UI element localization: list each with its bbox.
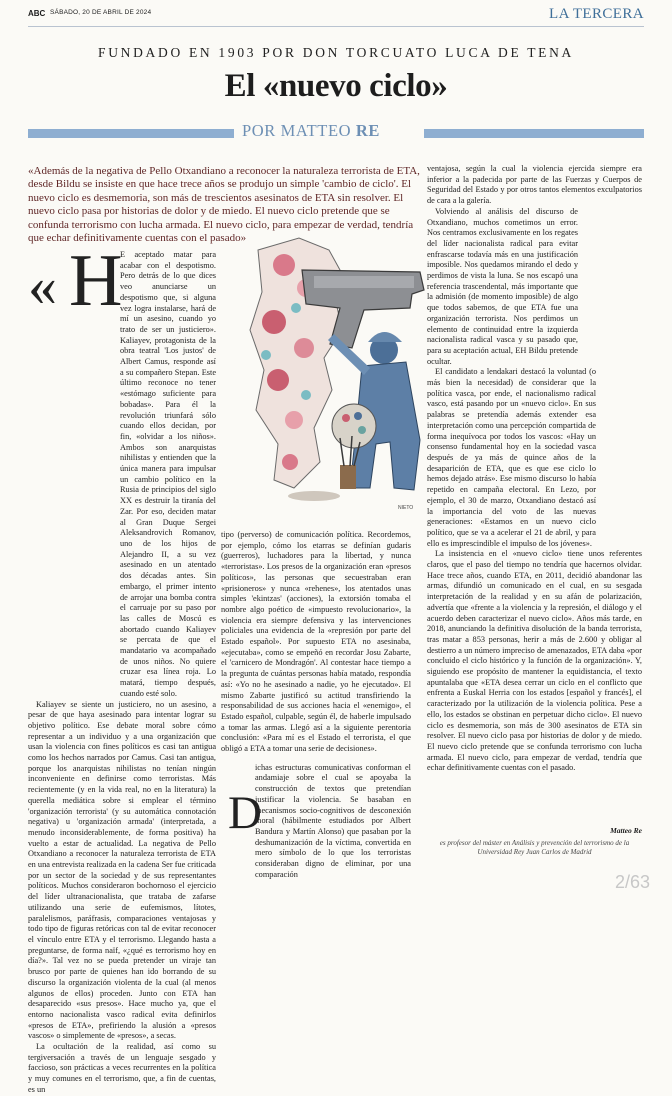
- palette: [332, 404, 376, 448]
- brush-jar: [340, 465, 356, 489]
- drop-quote-mark: «: [28, 253, 57, 318]
- paragraph: La insistencia en el «nuevo ciclo» tiene unos referentes claros, que el paso del tiempo no tendría que hacernos olvidar. Hace trece años, cuando ETA, en 2011, decidió abandonar las armas, difundió un comunicado en el cual, en su sesgada interpretación de la realidad y en su afán de polarización, advertía que «frente a la violencia y la represión, el diálogo y el acuerdo deben caracterizar el nuevo ciclo». Años más tarde, en 2018, anunciando la definitiva disolución de la banda terrorista, tras matar a 853 personas, herir a más de 2.600 y obligar al destierro a un número impreciso de amenazados, ETA daba «por concluido el ciclo histórico y la función de la organización». Y, siguiendo ese propósito de mantener la equidistancia, el texto apuntalaba que «ETA desea cerrar un ciclo en el conflicto que enfrenta a Euskal Herria con los estados [español y francés], el caracterizado por la utilización de la violencia política. Pese a ello, los estados se obstinan en perpetuar dicho ciclo». El nuevo ciclo es desmemoria, son más de 300 asesinatos de ETA sin resolver. El nuevo ciclo pasa por historias de dolor y de miedo. El nuevo ciclo pretende que se confunda terrorismo con lucha armada. El nuevo ciclo, para empezar de verdad, tendría que echar definitivamente cuentas con el pasado.: [427, 549, 642, 773]
- paragraph: Volviendo al análisis del discurso de Otxandiano, muchos cometimos un error. Nos centramos exclusivamente en los regates del líder nacionalista radical para evitar enfrascarse todavía más en una justificación imposible. Nos quedamos mirando el dedo y perdimos de vista la luna. Se nos escapó una referencia trascendental, más importante que la admisión (de momento imposible) de algo que todos sabemos, de que ETA fue una organización terrorista. Nos perdimos un elemento de continuidad entre la izquierda nacionalista radical vasca y su pasado que, para su aceptación actual, EH Bildu pretende ocultar.: [427, 206, 578, 366]
- paragraph: La ocultación de la realidad, así como su tergiversación a través de un lenguaje sesgado y faccioso, son prácticas a veces recurrentes en la política y muy comunes en el terrorismo, que, a fin de cuentas, es un: [28, 1042, 216, 1094]
- author-name: Matteo Re: [610, 826, 642, 835]
- paragraph: El candidato a lendakari destacó la voluntad (o más bien la necesidad) de considerar que la política vasca, por ende, el nacionalismo radical vasco, está pasando por un «nuevo ciclo». En sus palabras se pretendía además extender esa interpretación como una percepción compartida de forma inequívoca por todos los vascos: «Hay un consenso fundamental hoy en la sociedad vasca después de ya más de quince años de la desaparición de ETA, que es que ese ciclo lo hemos dejado atrás». Ese mismo discurso lo había repetido en campaña electoral. En Lezo, por ejemplo, el 30 de marzo, Otxandiano destacó así la importancia del voto de las nuevas generaciones: «Estamos en un nuevo ciclo político, que se va a acelerar el 21 de abril, y para ello es imprescindible el impulso de los jóvenes».: [427, 367, 596, 548]
- article-title: El «nuevo ciclo»: [224, 68, 448, 104]
- page-header: [28, 6, 644, 27]
- byline-rule-right: [424, 129, 644, 138]
- column-1: [28, 250, 216, 1096]
- byline-bar: [28, 123, 644, 141]
- page-indicator: 2/63: [614, 872, 650, 892]
- article-lead: «Además de la negativa de Pello Otxandiano a reconocer la naturaleza terrorista de ETA, desde Bildu se insiste en que hace trece años se produjo un simple 'cambio de ciclo'. El nuevo ciclo es desmemoria, son más de trescientos asesinatos de ETA sin resolver. El nuevo ciclo pasa por historias de dolor y de miedo. El nuevo ciclo pretende que se confunda terrorismo con lucha armada. El nuevo ciclo, para empezar de verdad, tendría que echar definitivamente cuentas con el pasado»: [28, 165, 420, 245]
- section-title: LA TERCERA: [549, 6, 644, 22]
- byline: POR MATTEO RE: [242, 121, 381, 140]
- column-3: [427, 164, 642, 774]
- paragraph: tipo (perverso) de comunicación política. Recordemos, por ejemplo, cómo los etarras se definían gudaris (guerreros), luchadores para la libertad, y nunca «terroristas». Los presos de la organización eran «presos políticos», las personas que secuestraban eran «prisioneros» y nunca «rehenes», los atentados unas simples 'ekintzas' (acciones), la extorsión tomaba el nombre algo poético de «impuesto revolucionario», la violencia era siempre defensiva y las intervenciones policiales una evidencia de la «represión por parte del Estado español». Por supuesto ETA no asesinaba, «ejecutaba», como se empeñó en recordar Josu Zabarte, el 'carnicero de Mondragón'. Al contestar hace tiempo a la pregunta de cuántas personas había matado, respondía así: «Yo no he asesinado a nadie, yo he ejecutado». El mismo Zabarte justificó su actitud transfiriendo la responsabilidad de sus acciones hacia el «enemigo», el Estado español, culpable, según él, de haberle impulsado a tomar las armas. Llegó así a la siguiente perentoria conclusión: «Para mí es el Estado el terrorista, el que obligó a ETA a tomar una serie de decisiones».: [221, 530, 411, 754]
- issue-date: SÁBADO, 20 DE ABRIL DE 2024: [50, 9, 152, 16]
- paragraph: ichas estructuras comunicativas conforman el andamiaje sobre el cual se apoyaba la construcción de textos que pretendían justificar la violencia. Se basaban en mecanismos socio-cognitivos de desconexión moral (hábilmente estudiados por Albert Bandura y Martín Alonso) que pasaban por la deshumanización de la víctima, convertida en mero símbolo de lo que los terroristas consideraban digno de eliminar, por una comparación: [255, 762, 411, 879]
- paragraph: ventajosa, según la cual la violencia ejercida siempre era inferior a la padecida por parte de las Fuerzas y Cuerpos de Seguridad del Estado y por otros tantos elementos exculpatorios de cara a la galería.: [427, 164, 642, 206]
- paragraph: E aceptado matar para acabar con el despotismo. Pero detrás de lo que dices veo anunciarse un despotismo que, si alguna vez logra instalarse, hará de mí un asesino, cuando yo trato de ser un justiciero». Kaliayev, protagonista de la obra teatral 'Los justos' de Albert Camus, responde así a su compañero Stepan. Este último reconoce no tener «estómago suficiente para bobadas». Para él la revolución triunfará sólo cuando ellos decidan, por fin, «olvidar a los niños». Ambos son anarquistas nihilistas y entienden que la única manera para impulsar un cambio político en la Rusia de principios del siglo XX es destruir la tiranía del Zar. Por eso, deciden matar al Gran Duque Sergei Aleksandrovich Romanov, uno de los hijos de Alejandro II, a su vez asesinado en un atentado dos décadas antes. Sin embargo, el primer intento de arrojar una bomba contra el carruaje por su paso por las calles de Moscú es abortado cuando Kaliayev se percata de que el mandatario va acompañado de unos niños. No quiere cruzar esa línea roja. Lo matará, tiempo después, cuando esté solo.: [120, 250, 216, 698]
- byline-rule-left: [28, 129, 234, 138]
- newspaper-name: ABC: [28, 9, 46, 18]
- founded-line: FUNDADO EN 1903 POR DON TORCUATO LUCA DE TENA: [97, 45, 575, 60]
- illustration-credit: NIETO: [398, 505, 414, 511]
- illustration: [244, 230, 428, 512]
- drop-cap-h: H: [69, 240, 123, 322]
- author-bio: es profesor del máster en Análisis y prevención del terrorismo de la Universidad Rey Juan Carlos de Madrid: [439, 839, 630, 856]
- paragraph: Kaliayev se siente un justiciero, no un asesino, a pesar de que haya asesinado para intentar lograr su objetivo político. Ese debate moral sobre cómo representar a un individuo y a una organización que usan la violencia con fines políticos es casi tan antigua como los hechos narrados por Camus. Casi tan antigua, porque los anarquistas nihilistas no tenían ningún inconveniente en definirse como terroristas. Más recientemente (y en la vida real, no en la literatura) la querella mediática sobre si emplear el término 'organización terrorista' (y su automática connotación negativa) u 'organización armada' (interpretada, a menudo inconsiderablemente, de forma positiva) ha vuelto a estar de actualidad. La negativa de Pello Otxandiano a reconocer la naturaleza terrorista de ETA en una entrevista realizada en la cadena Ser fue criticada por un sector de la sociedad y de sus representantes políticos. Muchos consideraron bochornoso el ejercicio del líder ultranacionalista, que trataba de zafarse utilizando una serie de eufemismos, lítotes, paralelismos, paráfrasis, comparaciones ventajosas y todo tipo de figuras retóricas con tal de evitar reconocer el vínculo entre ETA y el terrorismo. Llegando hasta a preguntarse, de forma naïf, «¿qué es terrorismo hoy en día?». Tal vez no se pueda pretender un viraje tan brusco por parte de quienes han ido borrando de su discurso la organización violenta de la cual (al menos algunos de ellos) proceden. Junto con ETA han desaparecido «sus presos». Hace mucho ya, que el entorno nacionalista vasco radical evita definirlos «presos de ETA», prefiriendo la alusión a «presos vascos» o simplemente de «presos», a secas.: [28, 699, 216, 1041]
- drop-cap-d: D: [228, 787, 262, 839]
